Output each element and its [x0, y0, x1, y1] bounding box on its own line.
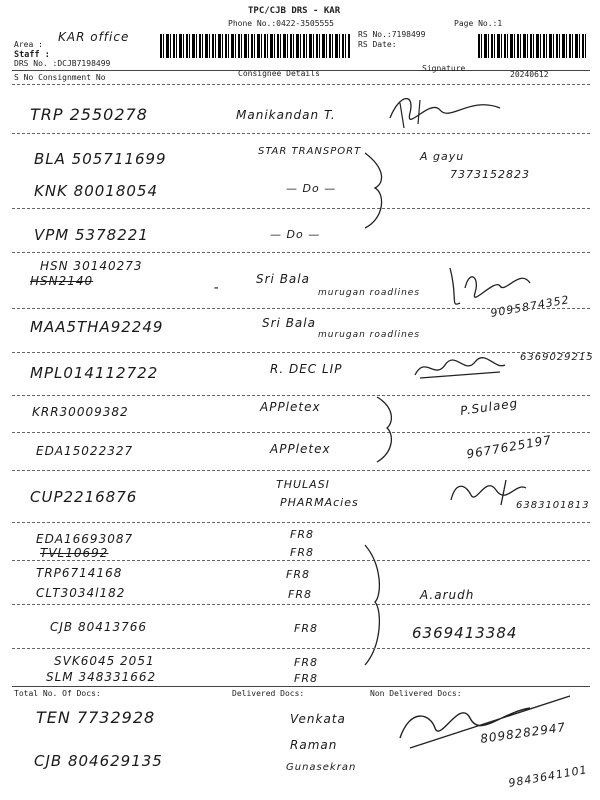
brace-mark — [372, 392, 402, 467]
consignee-name: THULASI — [276, 478, 330, 491]
row-divider — [12, 252, 590, 253]
consignee-fr8: FR8 — [290, 528, 314, 541]
consignee-name-2: murugan roadlines — [318, 288, 421, 298]
consignment-no: TVL10692 — [40, 546, 109, 560]
area-value: KAR office — [58, 30, 130, 44]
column-divider — [12, 84, 590, 85]
non-delivered-docs-label: Non Delivered Docs: — [370, 689, 462, 698]
consignment-no: CJB 804629135 — [34, 752, 163, 770]
signature-row-11 — [446, 470, 546, 510]
consignment-no: CLT3034l182 — [36, 586, 126, 600]
footer-divider — [12, 686, 590, 687]
column-consignee: Consignee Details — [238, 69, 320, 78]
consignee-name: Venkata — [290, 712, 346, 726]
consignment-no: TRP 2550278 — [30, 105, 148, 124]
receiver-phone: 6369029215 — [520, 352, 594, 363]
rs-number: RS No.:7198499 — [358, 30, 426, 39]
brace-mark — [360, 148, 390, 233]
receiver-name: P.Sulaeg — [459, 396, 520, 418]
consignment-no: HSN 30140273 — [40, 259, 143, 273]
consignee-fr8: FR8 — [294, 656, 318, 669]
staff-label: Staff : — [14, 50, 50, 60]
row-divider — [12, 648, 590, 649]
drs-number: DRS No. :DCJB7198499 — [14, 59, 111, 68]
brace-mark — [360, 540, 390, 670]
consignment-no: CUP2216876 — [30, 488, 138, 506]
delivered-docs-label: Delivered Docs: — [232, 689, 305, 698]
consignee-name-2: PHARMAcies — [280, 496, 359, 509]
consignment-no: KNK 80018054 — [34, 182, 159, 200]
phone-number: Phone No.:0422-3505555 — [228, 19, 334, 28]
row-divider — [12, 208, 590, 209]
receiver-phone: 8098282947 — [479, 720, 567, 746]
consignment-no: TEN 7732928 — [36, 708, 156, 727]
consignee-name-3: Gunasekran — [286, 762, 357, 773]
barcode-right — [478, 34, 588, 58]
consignee-fr8: FR8 — [290, 546, 314, 559]
consignment-no: VPM 5378221 — [34, 226, 149, 244]
consignee-fr8: FR8 — [286, 568, 310, 581]
consignment-no-struck: HSN2140 — [30, 274, 94, 288]
signature-row-1 — [380, 88, 510, 133]
consignee-name: Sri Bala — [262, 316, 316, 330]
page-number: Page No.:1 — [454, 19, 503, 28]
consignment-no: EDA15022327 — [36, 444, 134, 458]
dash-mark: - — [212, 280, 221, 296]
consignment-no: BLA 505711699 — [34, 150, 167, 168]
area-label: Area : — [14, 40, 43, 49]
receiver-phone-2: 9843641101 — [507, 763, 589, 790]
row-divider — [12, 522, 590, 523]
consignee-name: R. DEC LIP — [270, 362, 343, 376]
total-docs-label: Total No. Of Docs: — [14, 689, 101, 698]
row-divider — [12, 604, 590, 605]
consignee-name-2: murugan roadlines — [318, 330, 421, 340]
consignment-no: CJB 80413766 — [50, 620, 148, 634]
consignee-name: STAR TRANSPORT — [258, 146, 362, 157]
consignee-name: Manikandan T. — [236, 108, 336, 122]
consignee-fr8: FR8 — [294, 622, 318, 635]
receiver-name: A.arudh — [420, 588, 475, 602]
receiver-phone: 6383101813 — [516, 500, 590, 511]
print-date: 20240612 — [510, 70, 549, 79]
consignee-ditto: — Do — — [286, 182, 337, 195]
signature-row-8 — [410, 350, 510, 385]
receiver-phone: 7373152823 — [450, 168, 530, 181]
consignee-fr8: FR8 — [294, 672, 318, 685]
consignment-no: SVK6045 2051 — [54, 654, 155, 668]
consignee-ditto: — Do — — [270, 228, 321, 241]
receiver-phone: 9677625197 — [465, 432, 553, 462]
consignment-no: TRP6714168 — [36, 566, 123, 580]
row-divider — [12, 560, 590, 561]
row-divider — [12, 308, 590, 309]
column-signature: Signature — [422, 64, 466, 73]
row-divider — [12, 395, 590, 396]
consignment-no: MPL014112722 — [30, 364, 159, 382]
consignee-name: APPletex — [260, 400, 321, 414]
receiver-phone: 9095874352 — [489, 293, 571, 320]
consignee-name-2: Raman — [290, 738, 338, 752]
column-sno-consignment: S No Consignment No — [14, 73, 106, 82]
consignment-no: EDA16693087 — [36, 532, 134, 546]
row-divider — [12, 133, 590, 134]
consignment-no: MAA5THA92249 — [30, 318, 164, 336]
consignee-name: Sri Bala — [256, 272, 310, 286]
company-header: TPC/CJB DRS - KAR — [248, 6, 341, 16]
receiver-phone: 6369413384 — [412, 624, 518, 642]
rs-date: RS Date: — [358, 40, 397, 49]
consignment-no: KRR30009382 — [32, 405, 129, 419]
consignee-name: APPletex — [270, 442, 331, 456]
receiver-name: A gayu — [420, 150, 465, 163]
consignee-fr8: FR8 — [288, 588, 312, 601]
row-divider — [12, 432, 590, 433]
consignment-no: SLM 348331662 — [46, 670, 157, 684]
signature-row-5 — [440, 258, 540, 313]
barcode-left — [160, 34, 350, 58]
